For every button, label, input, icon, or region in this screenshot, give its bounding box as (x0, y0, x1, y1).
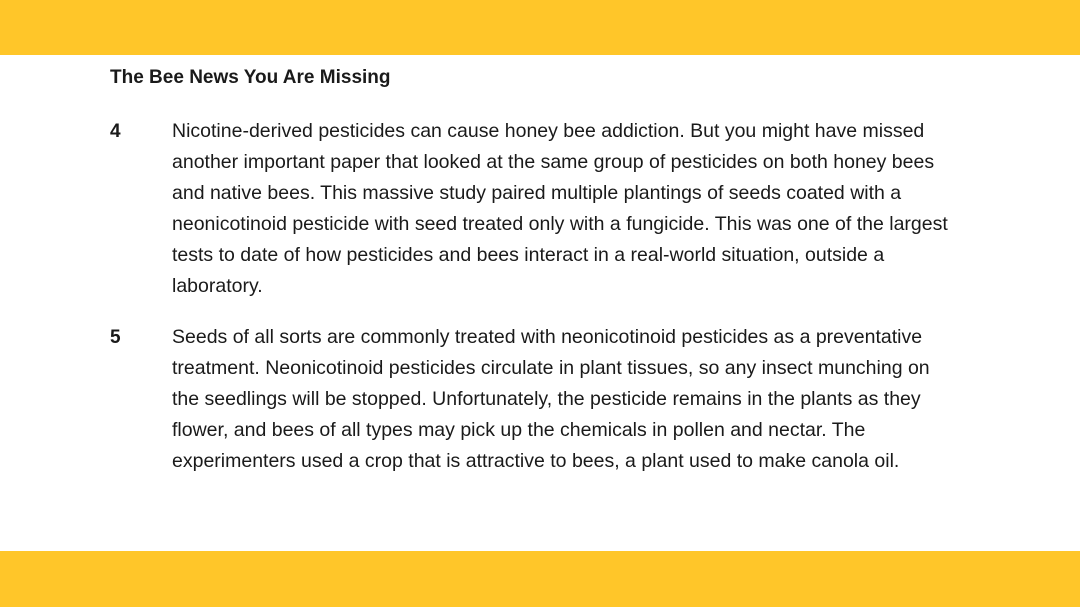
bottom-accent-band (0, 551, 1080, 607)
paragraph-text: Nicotine-derived pesticides can cause honey bee addiction. But you might have missed another important paper that looked at the same group of pesticides on both honey bees and native bees. This massive study paired multiple plantings of seeds coated with a neonicotinoid pesticide with seed treated only with a fungicide. This was one of the largest tests to date of how pesticides and bees interact in a real-world situation, outside a laboratory. (172, 120, 948, 297)
paragraph-number: 4 (110, 121, 121, 142)
paragraph-text: Seeds of all sorts are commonly treated with neonicotinoid pesticides as a preventative treatment. Neonicotinoid pesticides circulate in plant tissues, so any insect munching on the seedlings will be stopped. Unfortunately, the pesticide remains in the plants as they flower, and bees of all types may pick up the chemicals in pollen and nectar. The experimenters used a crop that is attractive to bees, a plant used to make canola oil. (172, 326, 930, 472)
top-accent-band (0, 0, 1080, 55)
paragraph-number: 5 (110, 327, 121, 348)
page-title: The Bee News You Are Missing (110, 67, 391, 88)
